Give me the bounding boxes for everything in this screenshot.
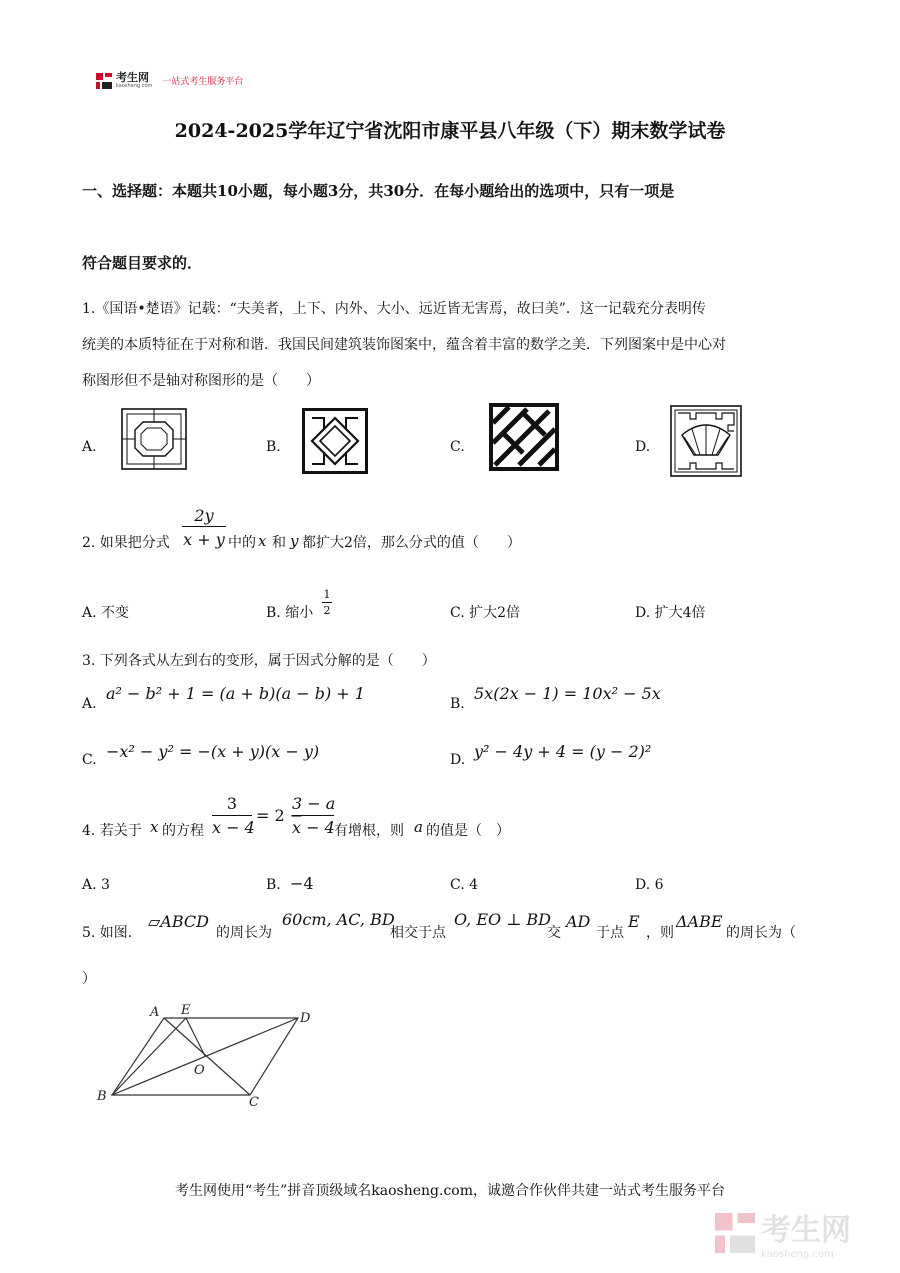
q1-option-a-pattern <box>121 408 187 470</box>
q4-frac1-denominator: x − 4 <box>212 818 255 837</box>
watermark-logo-icon <box>715 1213 755 1253</box>
q4-suffix: 的值是（ ） <box>426 823 510 839</box>
q5-m5: ΔABE <box>676 912 723 931</box>
q4-option-b-value: −4 <box>290 874 314 893</box>
watermark-text-block <box>761 1205 851 1260</box>
q4-frac2-bar <box>292 815 334 816</box>
q1-option-c-pattern <box>489 403 559 471</box>
q5-line2: ） <box>82 971 96 987</box>
q4-option-a: A. 3 <box>82 877 110 893</box>
q4-frac1-numerator: 3 <box>226 794 238 813</box>
q1-option-b-label: B. <box>266 439 281 455</box>
q1-option-d-label: D. <box>635 439 651 455</box>
q3-option-b-label: B. <box>450 696 465 712</box>
q3-option-c-label: C. <box>82 752 97 768</box>
q2-option-b-numerator: 1 <box>323 588 331 601</box>
section-heading-line1: 一、选择题：本题共10小题，每小题3分，共30分．在每小题给出的选项中，只有一项是 <box>82 182 675 200</box>
q1-option-c-label: C. <box>450 439 465 455</box>
q1-line3: 称图形但不是轴对称图形的是（ ） <box>82 373 320 389</box>
q1-option-d-pattern <box>670 405 742 477</box>
watermark <box>715 1205 851 1260</box>
q2-option-d: D. 扩大4倍 <box>635 605 706 621</box>
q3-option-b-expr: 5x(2x − 1) = 10x² − 5x <box>474 684 661 703</box>
fig-label-c: C <box>249 1095 259 1108</box>
q1-line1: 1.《国语•楚语》记载：“夫美者，上下、内外、大小、远近皆无害焉，故曰美”．这一记载充分表明传 <box>82 301 706 317</box>
q3-option-c-expr: −x² − y² = −(x + y)(x − y) <box>106 742 320 761</box>
logo-name: 考生网 <box>116 71 149 84</box>
q5-t3: 交 <box>547 925 561 941</box>
q4-option-d: D. 6 <box>635 877 664 893</box>
watermark-domain: kaosheng.com <box>761 1249 834 1260</box>
kaosheng-logo-icon <box>96 73 112 89</box>
q1-option-a-label: A. <box>82 439 97 455</box>
q2-mid1: 中的 <box>228 535 256 551</box>
q4-option-c: C. 4 <box>450 877 479 893</box>
q3-option-d-expr: y² − 4y + 4 = (y − 2)² <box>474 742 652 761</box>
q2-option-c: C. 扩大2倍 <box>450 605 521 621</box>
q1-option-b-pattern <box>302 408 368 474</box>
q2-fraction-bar <box>182 526 226 527</box>
fig-label-b: B <box>97 1089 107 1104</box>
fig-label-o: O <box>194 1063 205 1078</box>
q4-mid2: 有增根，则 <box>334 823 404 839</box>
q5-m1: 60cm, AC, BD <box>282 910 395 929</box>
q2-option-a: A. 不变 <box>82 605 130 621</box>
q5-prefix: 5. 如图． <box>82 925 142 941</box>
logo-slogan: 一站式考生服务平台 <box>162 77 244 87</box>
q4-frac2-numerator: 3 − a <box>292 794 336 813</box>
q3-option-d-label: D. <box>450 752 466 768</box>
q4-var-a: a <box>414 818 423 836</box>
q5-t2: 相交于点 <box>390 925 446 941</box>
q3-option-a-expr: a² − b² + 1 = (a + b)(a − b) + 1 <box>106 684 365 703</box>
fig-label-d: D <box>300 1011 311 1026</box>
q5-t5: ，则 <box>646 925 674 941</box>
q5-t1: 的周长为 <box>216 925 272 941</box>
logo-domain: kaosheng.com <box>116 83 153 89</box>
q4-var-x: x <box>150 818 159 836</box>
q2-var-y: y <box>290 532 299 550</box>
q2-prefix: 2. 如果把分式 <box>82 535 170 551</box>
q4-option-b-label: B. <box>266 877 281 893</box>
footer-text: 考生网使用“考生”拼音顶级域名kaosheng.com，诚邀合作伙伴共建一站式考生服务平台 <box>174 1183 726 1199</box>
q5-m4: E <box>628 912 640 931</box>
q2-option-b: B. 缩小 <box>266 605 314 621</box>
q4-frac1-bar <box>212 815 252 816</box>
q5-m3: AD <box>566 912 591 931</box>
q2-suffix: 都扩大2倍，那么分式的值（ ） <box>302 535 521 551</box>
q3-stem: 3. 下列各式从左到右的变形，属于因式分解的是（ ） <box>82 653 436 669</box>
q4-prefix: 4. 若关于 <box>82 823 142 839</box>
q4-equals: = 2 − <box>256 806 304 825</box>
header-logo <box>96 72 243 89</box>
fig-label-e: E <box>181 1003 191 1018</box>
q5-parallelogram-figure <box>92 998 322 1108</box>
q1-line2: 统美的本质特征在于对称和谐．我国民间建筑装饰图案中，蕴含着丰富的数学之美．下列图案中是中心对 <box>82 337 726 353</box>
q4-mid1: 的方程 <box>162 823 204 839</box>
q2-fraction-denominator: x + y <box>183 530 225 549</box>
q5-parallelogram: ▱ABCD <box>148 912 209 931</box>
q2-option-b-denominator: 2 <box>323 604 331 617</box>
q4-frac2-denominator: x − 4 <box>292 818 335 837</box>
q2-var-x: x <box>258 532 267 550</box>
q5-t6: 的周长为（ <box>726 925 796 941</box>
q3-option-a-label: A. <box>82 696 97 712</box>
watermark-name: 考生网 <box>761 1213 851 1248</box>
q2-option-b-bar <box>322 602 332 603</box>
q2-mid2: 和 <box>272 535 286 551</box>
q5-m2: O, EO ⊥ BD <box>454 910 551 929</box>
section-heading-line2: 符合题目要求的． <box>82 254 203 272</box>
page-title: 2024-2025学年辽宁省沈阳市康平县八年级（下）期末数学试卷 <box>174 120 726 142</box>
logo-text-block <box>116 72 152 89</box>
q5-t4: 于点 <box>596 925 624 941</box>
fig-label-a: A <box>150 1005 160 1020</box>
q2-fraction-numerator: 2y <box>194 506 214 525</box>
